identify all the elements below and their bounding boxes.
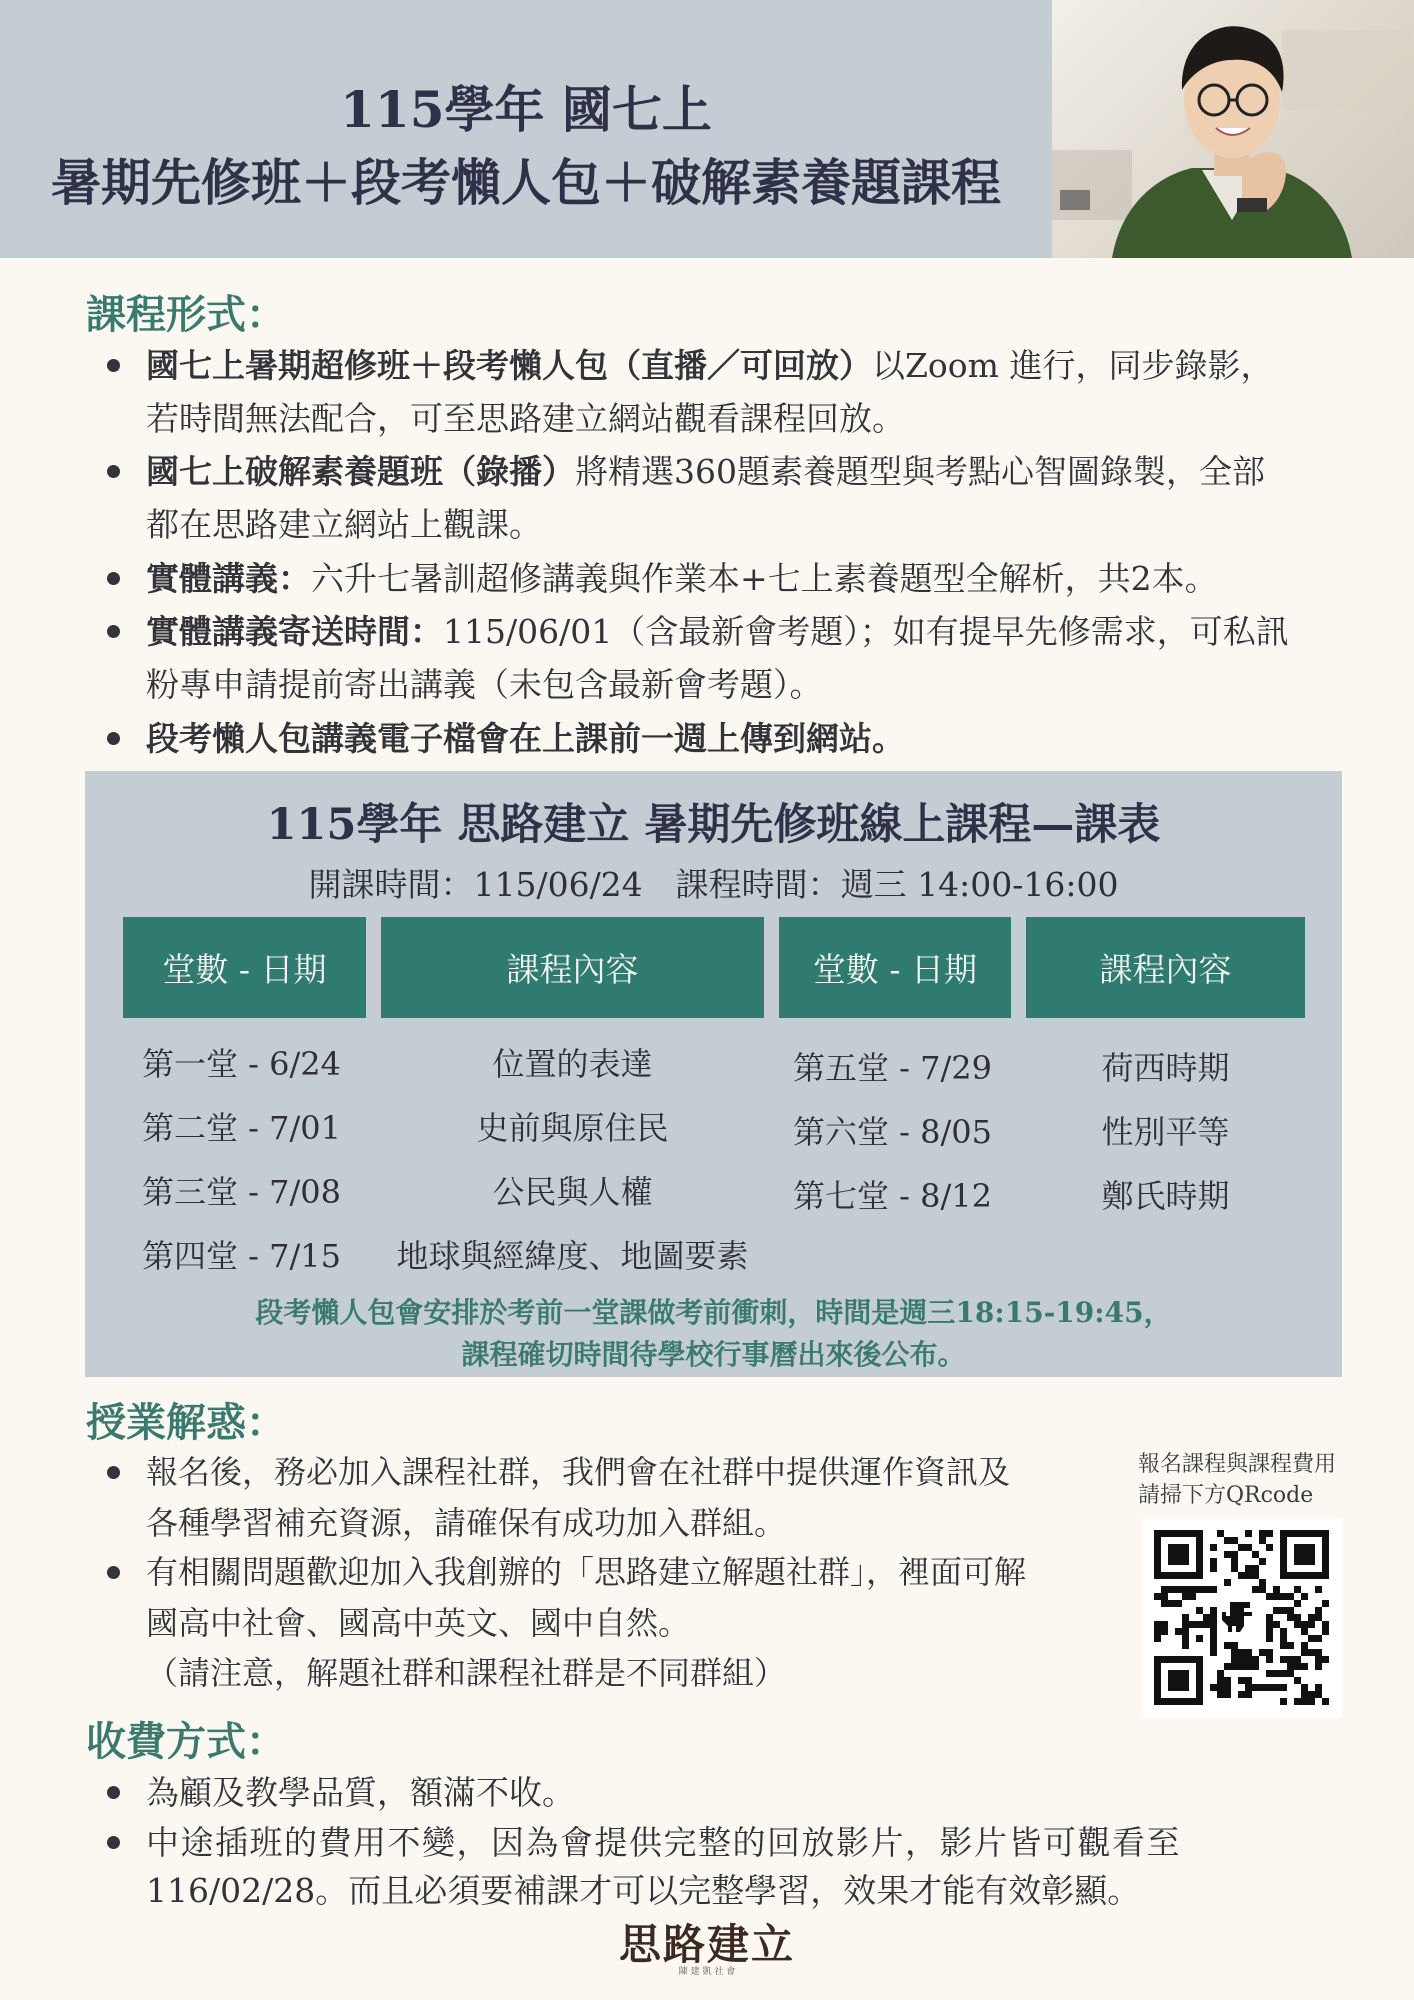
content-cell: 荷西時期 xyxy=(1101,1049,1230,1087)
item-bold-label: 國七上破解素養題班（錄播） xyxy=(146,452,575,491)
bullet-dot xyxy=(107,625,120,638)
fees-heading: 收費方式： xyxy=(86,1718,286,1765)
table-header-session-1: 堂數 - 日期 xyxy=(123,917,366,1018)
schedule-note-line1: 段考懶人包會安排於考前一堂課做考前衝刺，時間是週三18:15-19:45， xyxy=(255,1296,1172,1329)
qr-code-icon xyxy=(1142,1518,1342,1718)
teaching-item-2: 有相關問題歡迎加入我創辦的「思路建立解題社群」，裡面可解 xyxy=(146,1553,1027,1591)
item-text: 以Zoom 進行，同步錄影， xyxy=(872,346,1274,385)
content-cell: 史前與原住民 xyxy=(476,1109,669,1147)
bullet-dot xyxy=(107,1786,120,1799)
brand-logo-sub: 陳 建 凱 社 會 xyxy=(678,1967,736,1977)
qr-caption xyxy=(1138,1449,1336,1511)
session-cell: 第六堂 - 8/05 xyxy=(793,1113,993,1151)
content-cell: 鄭氏時期 xyxy=(1101,1177,1230,1215)
page-title-line1: 115學年 國七上 xyxy=(340,80,712,139)
schedule-note-line2: 課程確切時間待學校行事曆出來後公布。 xyxy=(461,1338,966,1371)
content-cell: 性別平等 xyxy=(1101,1113,1230,1151)
item-bold-label: 實體講義： xyxy=(146,559,311,598)
fees-item-1: 為顧及教學品質，額滿不收。 xyxy=(146,1773,575,1812)
table-header-session-2: 堂數 - 日期 xyxy=(779,917,1011,1018)
item-bold-label: 實體講義寄送時間： xyxy=(146,612,443,651)
item-text: 115/06/01（含最新會考題）；如有提早先修需求，可私訊 xyxy=(443,612,1289,651)
session-cell: 第一堂 - 6/24 xyxy=(142,1045,342,1083)
brand-logo: 思路建立 xyxy=(618,1920,795,1969)
page-title-line2: 暑期先修班＋段考懶人包＋破解素養題課程 xyxy=(51,153,1001,212)
schedule-title: 115學年 思路建立 暑期先修班線上課程—課表 xyxy=(266,800,1161,850)
teaching-item-2-line3: （請注意，解題社群和課程社群是不同群組） xyxy=(146,1654,787,1692)
content-cell: 地球與經緯度、地圖要素 xyxy=(396,1237,749,1275)
table-header-content-2: 課程內容 xyxy=(1026,917,1305,1018)
course-format-item-1 xyxy=(146,339,1273,392)
session-cell: 第二堂 - 7/01 xyxy=(142,1109,342,1147)
course-format-item-4 xyxy=(146,605,1289,658)
bullet-dot xyxy=(107,732,120,745)
course-format-item-2 xyxy=(146,445,1265,498)
content-cell: 位置的表達 xyxy=(492,1045,653,1083)
teaching-heading: 授業解惑： xyxy=(86,1399,286,1446)
schedule-subtitle: 開課時間：115/06/24 課程時間：週三 14:00-16:00 xyxy=(308,865,1119,904)
course-format-item-5: 段考懶人包講義電子檔會在上課前一週上傳到網站。 xyxy=(146,719,905,758)
session-cell: 第四堂 - 7/15 xyxy=(142,1237,342,1275)
item-text: 將精選360題素養題型與考點心智圖錄製，全部 xyxy=(575,452,1265,491)
course-format-item-4-line2: 粉專申請提前寄出講義（未包含最新會考題）。 xyxy=(146,665,823,704)
bullet-dot xyxy=(107,572,120,585)
course-format-item-2-line2: 都在思路建立網站上觀課。 xyxy=(146,505,542,544)
qr-code[interactable] xyxy=(1142,1518,1342,1718)
session-cell: 第三堂 - 7/08 xyxy=(142,1173,342,1211)
teaching-item-2-line2: 國高中社會、國高中英文、國中自然。 xyxy=(146,1604,691,1642)
session-cell: 第七堂 - 8/12 xyxy=(793,1177,993,1215)
schedule-panel xyxy=(85,771,1342,1377)
item-text: 六升七暑訓超修講義與作業本+七上素養題型全解析，共2本。 xyxy=(311,559,1218,598)
course-format-item-3 xyxy=(146,552,1218,605)
title-banner xyxy=(0,0,1052,258)
table-header-content-1: 課程內容 xyxy=(381,917,764,1018)
bullet-dot xyxy=(107,465,120,478)
bullet-dot xyxy=(107,1466,120,1479)
fees-item-2-line2: 116/02/28。而且必須要補課才可以完整學習，效果才能有效彰顯。 xyxy=(146,1871,1141,1910)
session-cell: 第五堂 - 7/29 xyxy=(793,1049,993,1087)
bullet-dot xyxy=(107,359,120,372)
bullet-dot xyxy=(107,1836,120,1849)
teaching-item-1: 報名後，務必加入課程社群，我們會在社群中提供運作資訊及 xyxy=(146,1453,1011,1491)
bullet-dot xyxy=(107,1566,120,1579)
qr-caption-line1: 報名課程與課程費用 xyxy=(1138,1452,1337,1477)
course-format-item-1-line2: 若時間無法配合，可至思路建立網站觀看課程回放。 xyxy=(146,399,905,438)
item-bold-label: 國七上暑期超修班＋段考懶人包（直播／可回放） xyxy=(146,346,872,385)
course-format-heading: 課程形式： xyxy=(86,291,286,338)
content-cell: 公民與人權 xyxy=(492,1173,653,1211)
teacher-photo xyxy=(1052,0,1414,258)
teaching-item-1-line2: 各種學習補充資源，請確保有成功加入群組。 xyxy=(146,1504,787,1542)
qr-caption-line2: 請掃下方QRcode xyxy=(1138,1483,1314,1508)
fees-item-2: 中途插班的費用不變，因為會提供完整的回放影片，影片皆可觀看至 xyxy=(146,1823,1181,1862)
